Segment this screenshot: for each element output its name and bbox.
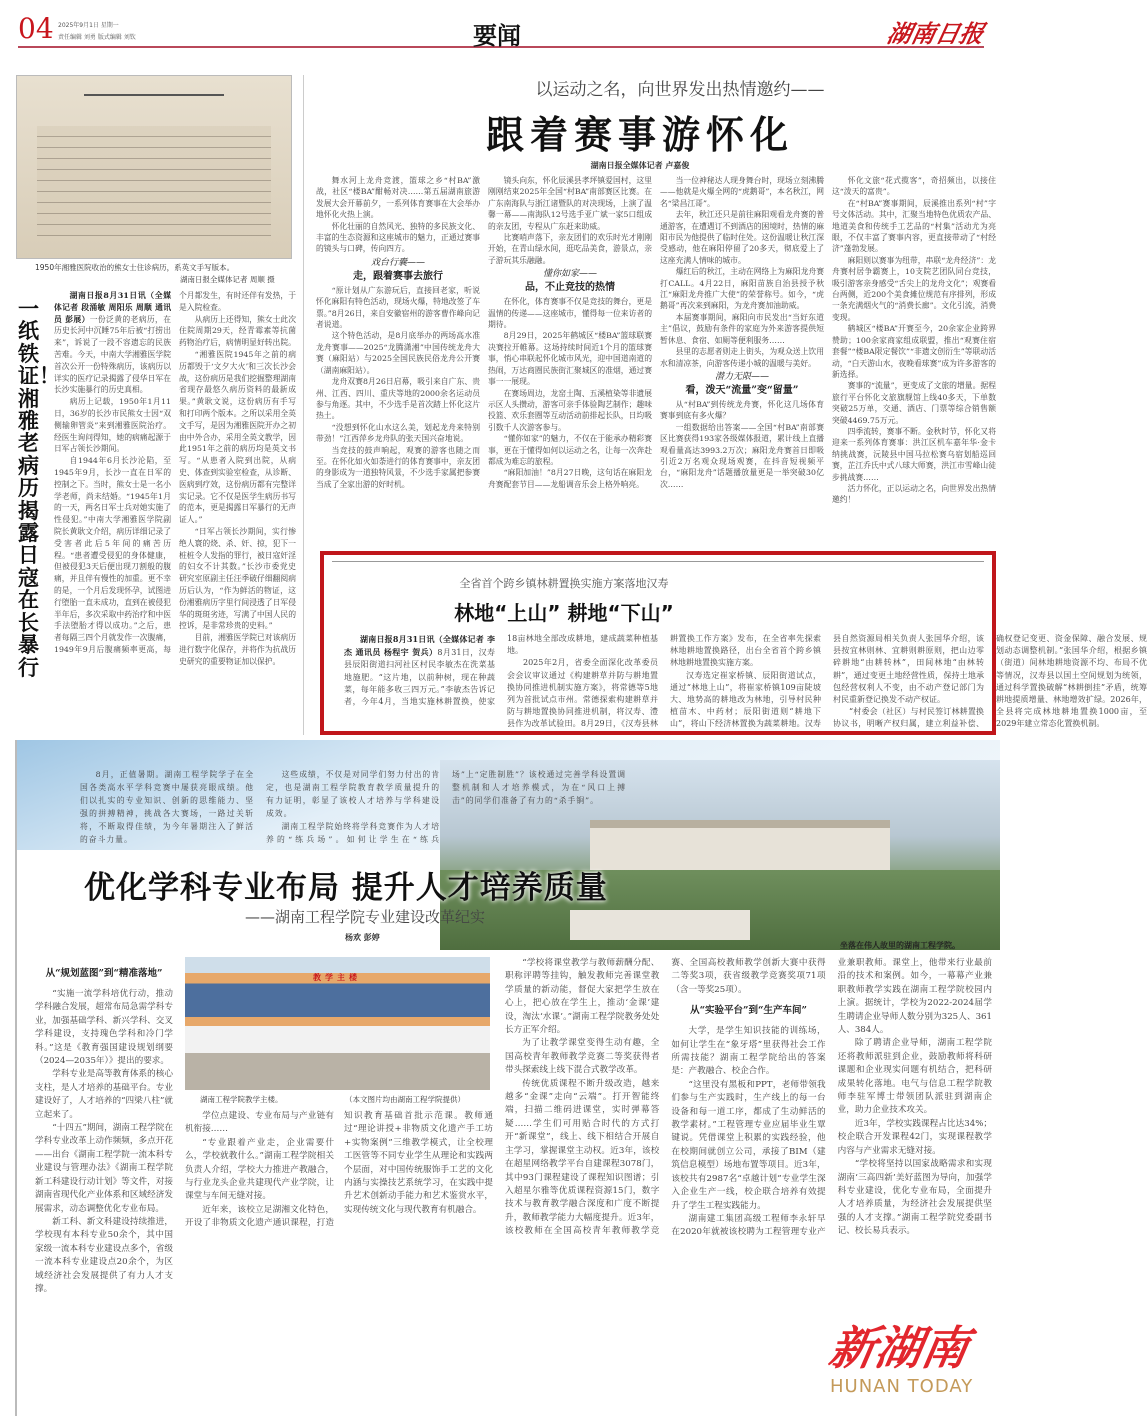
paragraph: 在赛场周边，龙窑土陶、五溪植染等非遗展示区人头攒动，游客可亲手体验陶艺制作；趣味投篮、欢乐套圈等互动活动前排起长队，日均吸引数千人次游客参与。 (488, 388, 652, 432)
building-sign: 教学主楼 (313, 973, 361, 982)
paragraph: “没想到怀化山水这么美，划起龙舟来特别带劲！”江西萍乡龙舟队的张天国兴奋地说。 (316, 422, 480, 444)
paragraph: 四季流转，赛事不断。金秋时节，怀化又将迎来一系列体育赛事：洪江区机车嘉年华·金卡纳挑战赛，沅陵县中国马拉松赛乌宿划船巡回赛，芷江乔氏中式八球大师赛，洪江市雪峰山徒步挑战赛…… (832, 426, 996, 482)
paragraph: 一组数据给出答案——全国“村BA”南部赛区比赛获得193家各级媒体报道，累计线上直播观看量高达3993.2万次；麻阳龙舟赛首日即吸引近2万名观众现场观赛，在抖音短视频平台，“麻阳龙舟”话题播放量更是一举突破30亿次…… (660, 422, 824, 489)
photo-credit: 湖南日报全媒体记者 周顺 摄 (180, 275, 275, 284)
paragraph: 传统优质课程不断升级改造，越来越多“金课”走向“云端”。打开智能终端，扫描二维码进课堂，实时弹幕答疑……学生们可用贴合时代的方式打开“新课堂”，线上、线下相结合开展自主学习，掌握课堂主动权。近3年，该校在超星网络教学平台自建课程3078门，其中93门课程建设了课程知识图谱；引入超星尔雅等优质课程资源15门，数字技术与教育教学融合深度和广度不断提升，教师教学能力大幅度提升。近3年，该校教师在全国高校青年教师教学竞赛、全国高校教师教学创新大赛中获得二等奖3项，获省级教学竞赛奖项71项（含一等奖25项）。 (505, 958, 826, 1237)
feature-headline: 优化学科专业布局 提升人才培养质量 (84, 870, 608, 906)
subhead-platform: 从“实验平台”到“生产车间” (690, 1005, 807, 1017)
photo-caption: 1950年湘雅医院收治的熊女士住诊病历，系英文手写版本。 (35, 263, 235, 272)
paragraph: 本届赛事期间，麻阳向市民发出“当好东道主”倡议，鼓励有条件的家庭为外来游客提供短暂休息、食宿、如厕等便利服务…… (660, 312, 824, 345)
paragraph: 为了让教学课堂变得生动有趣，全国高校青年教师教学竞赛二等奖获得者带头探索线上线下混合式教学改革。 (505, 1038, 660, 1076)
newspaper-logo: 湖南日报 (884, 19, 987, 48)
teaching-building-photo (185, 957, 490, 1090)
xiangya-lead: 湖南日报8月31日讯（全媒体记者 段涌敏 周阳乐 周顺 通讯员 彭展） (54, 291, 171, 324)
paragraph: 2025年2月，省委全面深化改革委员会会议审议通过《构建耕草并防与耕地置换协同推进机制实施方案》，将常德等5地列为首批试点市州。常德探索构建耕草并防与耕地置换协同推进机制，将汉寿、澧县作为改革试验田。8月29日，《汉寿县林耕置换工作方案》发布，在全省率先探索林地耕地置换路径，出台全省首个跨乡镇林地耕地置换实施方案。 (507, 634, 821, 729)
paragraph: 自1944年6月长沙沦陷，至1945年9月，长沙一直在日军的控制之下。当时，熊女士是一名小学老师，尚未结婚。“1945年1月的一天，两名日军士兵对她实施了性侵犯。”中南大学湘雅医学院副院长黄耿文介绍，病历详细记录了受害者此后5年间的痛苦历程。“患者遭受侵犯的身体健康，但被侵犯3天后便出现刀割般的腹痛，并且伴有慢性的加重。更不幸的是，一个月后发现怀孕，试图进行堕胎一直未成功，直到在被侵犯半年后，多次采取中药治疗和中医手法堕胎才得以成功。”之后，患者每隔三四个月就发作一次腹痛，1949年9月后腹痛频率更高，每个月都发生，有时还伴有发热，于是入院检查。 (54, 291, 296, 654)
paragraph: 目前，湘雅医学院已对该病历进行数字化保存，并将作为抗战历史研究的重要物证加以保护。 (179, 633, 296, 666)
date-line: 2025年9月1日 星期一 (58, 22, 119, 29)
huaihua-headline: 跟着赛事游怀化 (485, 113, 794, 157)
paragraph: 舞水河上龙舟竞渡，篮球之乡“村BA”激战，社区“楼BA”酣畅对决……第五届湖南旅游发展大会开幕前夕，一系列体育赛事在大会举办地怀化火热上演。 (316, 176, 480, 220)
paragraph: “十四五”期间，湖南工程学院在学科专业改革上动作频频，多点开花——出台《湖南工程学院一流本科专业建设与管理办法》《湖南工程学院新工科建设行动计划》等文件，对接湖南省现代化产业体系和区域经济发展需求，动态调整优化专业布局。 (35, 1123, 173, 1214)
feature-cols (185, 1110, 493, 1410)
paragraph: 怀化壮丽的自然风光、独特的多民族文化、丰富的生态资源和这座城市的魅力，正通过赛事的镜头与口碑，传向四方。 (316, 221, 480, 254)
paragraph: 8月31日，汉寿县辰阳街道扫河社区村民李敏杰在洗菜基地施肥。“这片地，以前种树，现在种蔬菜，每年能多收三四万元。”李敏杰告诉记者，今年4月，当地实施林耕置换，使家18亩林地全部改成耕地，建成蔬菜种植基地。 (344, 634, 658, 707)
subhead-traffic: 潜力无限—— 看，泼天“流量”变“留量” (685, 371, 799, 396)
watermark-cn: 新湖南 (825, 1321, 973, 1375)
paragraph: 新工科、新文科建设持续推进，学校现有本科专业50余个，其中国家级一流本科专业建设点多个，省级一流本科专业建设点20余个，为区域经济社会发展提供了有力人才支撑。 (35, 1216, 173, 1294)
hanshou-body (344, 633, 1147, 731)
paragraph: 这些成绩，不仅是对同学们努力付出的肯定，也是湖南工程学院教育教学质量提升的有力证明，彰显了该校人才培养与学科建设成效。 (266, 770, 440, 818)
paragraph: 鹤城区“楼BA”开赛至今，20余家企业跨界赞助；100余家商家组成联盟，推出“观赛住宿套餐”“楼BA限定餐饮”“非遗文创衍生”等联动活动，“白天游山水，夜晚看球赛”成为许多游客的新选择。 (832, 324, 996, 379)
paragraph: 8月29日，2025年鹤城区“楼BA”篮球联赛决赛拉开帷幕。这场持续时间近1个月的篮球赛事，悄心串联起怀化城市风光，迎中国道南道的热闹，万达商圈民族街汇聚城区的准烟，通过赛事一一展现。 (488, 331, 652, 387)
hanshou-headline: 林地“上山” 耕地“下山” (454, 601, 674, 625)
paragraph: 麻阳则以赛事为纽带，串联“龙舟经济”：龙舟赛村居争霸赛上，10支院艺团队同台竞技，吸引游客亲身感受“舌尖上的龙舟文化”；观赛看台两侧，近200个美食摊位规范有序排列，形成一条充满烟火气的“消费长廊”。文化引流，消费变现。 (832, 255, 996, 322)
paragraph: 一份泛黄的老病历，在历史长河中沉睡75年后被“打捞出来”，诉说了一段不容遗忘的民族苦难。今天，中南大学湘雅医学院首次公开一份特殊病历，该病历以详实的医疗记录揭露了侵华日军在长沙实施暴行的历史真相。 (54, 314, 171, 395)
box-top-rule (332, 561, 984, 562)
huaihua-byline: 湖南日报全媒体记者 卢嘉俊 (590, 160, 690, 170)
medical-record-photo (16, 75, 292, 259)
paragraph: 近年来，该校立足湖湘文化特色，开设了非物质文化遗产通识课程，打造知识教育基础首批示范课。教师通过“理论讲授+非物质文化遗产手工坊+实物案例”三维教学模式，让全校理工医管等不同专业学生从理论和实践两个层面，对中国传统服饰手工艺的文化内涵与实操技艺系统学习，在实践中提升艺术创新动手能力和艺术鉴赏水平，实现传统文化与现代教育有机融合。 (185, 1111, 493, 1229)
paragraph: 病历上记载，1950年1月11日，36岁的长沙市民熊女士因“双侧输卵管炎”来到湘雅医院治疗。经医生询问得知，她的病痛起源于日军占领长沙期间。 (54, 397, 171, 454)
feature-authors: 杨欢 彭婷 (345, 932, 380, 942)
paragraph: 当竞技的鼓声响起，观赛的游客也随之而至。在怀化如火如荼进行的体育赛事中，亲友团的身影成为一道独特风景，不少选手家属把参赛当成了全家出游的好时机。 (316, 445, 480, 489)
watermark-en: HUNAN TODAY (830, 1376, 974, 1397)
paragraph: 湖南建工集团高级工程师李永轩早在2020年就被该校聘为工程管理专业产业兼职教师。课堂上，他带来行业最前沿的技术和案例。如今，一幕幕产业兼职教师教学实践在湖南工程学院校园内上演。据统计，学校为2022-2024届学生聘请企业导师人数分别为325人、361人、384人。 (671, 958, 992, 1238)
paragraph: 爆红后的秋江，主动在网络上为麻阳龙舟赛打CALL。4月22日，麻阳苗族自治县授予秋江“麻阳龙舟推广大使”的荣誉称号。如今，“虎鹅哥”再次来到麻阳，为龙舟赛加油助威。 (660, 267, 824, 311)
paragraph: “懂你如家”的魅力，不仅在于能承办精彩赛事，更在于懂得如何以运动之名，让每一次奔赴都成为难忘的旅程。 (488, 434, 652, 466)
paragraph: 从病历上还得知，熊女士此次住院周期29天，经青霉素等抗菌药物治疗后，病情明显好转出院。 (179, 314, 296, 348)
hanshou-lead: 湖南日报8月31日讯（全媒体记者 李杰 通讯员 杨程宇 贺兵） (344, 634, 495, 658)
feature-cols-right (505, 957, 992, 1412)
paragraph: “日军占领长沙期间，实行惨绝人寰的烧、杀、奸、掠，犯下一桩桩令人发指的罪行，被日寇奸淫的妇女不计其数。”长沙市委党史研究室原副主任汪季破仔细翻阅病历后认为，“作为鲜活的物证，这份湘雅病历字里行间浸透了日军侵华的斑斑劣迹，写满了中国人民的控诉，是非常珍贵的史料。” (179, 526, 296, 631)
paragraph: 镜头向东，怀化辰溪县孝坪镇爱国村，这里刚刚结束2025年全国“村BA”南部赛区比赛。在广东南海队与浙江诸暨队的对决现场，上演了温馨一幕——南海队12号选手亚广斌一家5口组成的亲友团，专程从广东赶来助威。 (488, 176, 652, 231)
paragraph: “学校将坚持以国家战略需求和实现湖南‘三高四新’美好蓝图为导向，加强学科专业建设，优化专业布局，全面提升人才培养质量，为经济社会发展提供坚强的人才支撑。”湖南工程学院党委副书记、校长易兵表示。 (837, 1159, 992, 1237)
paragraph: “麻阳加油！”8月27日晚，这句话在麻阳龙舟赛配套节目——龙船调音乐会上格外响亮。 (488, 468, 652, 489)
paragraph: “湘雅医院1945年之前的病历都毁于‘文夕大火’和三次长沙会战，这份病历是我们挖掘整理湖南省现存最悠久病历资料的最新成果。”黄耿文说，这份病历有手写和打印两个版本。之所以采用全英文手写，是因为湘雅医院开办之初由中外合办，采用全英文教学，因此1951年之前的病历均是英文书写。“从患者入院到出院，从病史、体查到实验室检查，从诊断、医病到疗效，这份病历都有完整详实记录。它不仅是医学生病历书写的范本，更是揭露日军暴行的无声证人。” (179, 349, 296, 525)
subhead-blueprint: 从“规划蓝图”到“精准落地” (45, 968, 163, 979)
feature-subtitle: ——湖南工程学院专业建设改革纪实 (245, 908, 486, 926)
paragraph: 学科专业是高等教育体系的核心支柱，是人才培养的基础平台。专业建设好了，人才培养的“四梁八柱”就立起来了。 (35, 1069, 173, 1120)
paragraph: 学位点建设、专业布局与产业链有机衔接…… (185, 1111, 334, 1135)
paragraph: 在怀化，体育赛事不仅是竞技的舞台，更是温情的传递——这座城市，懂得每一位来访者的期待。 (488, 297, 652, 330)
paragraph: 这个特色活动，是8月底举办的两场高水准龙舟赛事——2025“龙腾潇湘”中国传统龙舟大赛（麻阳站）与2025全国民族民俗龙舟公开赛（湖南麻阳站）。 (316, 331, 480, 375)
paragraph: 去年，秋江还只是前往麻阳观看龙舟赛的普通游客，在遭遇订不到酒店的困境时，热情的麻阳市民为他提供了临时住处。这份温暖让秋江深受感动，他在麻阳停留了20多天，彻底爱上了这座充满人情味的城市。 (660, 210, 824, 265)
campus-photo-caption: 坐落在伟人故里的湖南工程学院。 (840, 940, 960, 950)
paragraph: 当一位神秘达人现身舞台时，现场立刻沸腾——他就是火爆全网的“虎鹅哥”，本名秋江，网名“梁昌江哥”。 (660, 176, 824, 208)
paragraph: 8月，正值暑期。湖南工程学院学子在全国各类高水平学科竞赛中屡获亮眼成绩。他们以扎实的专业知识、创新的思维能力、坚强的拼搏精神，挑战各大赛场，一路过关斩将，不断取得佳绩，为今年暑期注入了鲜活的奋斗力量。 (80, 770, 254, 844)
paragraph: 大学，是学生知识技能的训练场，如何让学生在“象牙塔”里获得社会工作所需技能？湖南工程学院给出的答案是：产教融合、校企合作。 (671, 1026, 826, 1077)
paragraph: “这里没有黑板和PPT，老师带领我们参与生产实践时，生产线上的每一台设备和每一道工序，都成了生动鲜活的教学素材。”工程管理专业应届毕业生覃键说。凭借课堂上积累的实践经验，他在校期间就创立公司，承接了BIM（建筑信息模型）场地布置等项目。近3年，该校共有2987名“卓越计划”专业学生深入企业生产一线，校企联合培养有效提升了学生工程实践能力。 (671, 1079, 826, 1211)
paragraph: 比赛哨声落下，亲友团们的欢乐时光才刚刚开始，在青山绿水间，逛吃品美食，游景点，亲子游玩其乐融融。 (488, 233, 652, 265)
paragraph: 赛事的“流量”，更变成了文旅的增量。据程旅行平台怀化文旅旗舰馆上线40多天，下单数突破25万单，交通、酒店、门票等综合销售额突破4469.75万元。 (832, 381, 996, 425)
paragraph: 除了聘请企业导师，湖南工程学院还将教师派驻到企业，鼓励教师将科研课题和企业现实问题有机结合，把科研成果转化落地。电气与信息工程学院教师李驻军博士带领团队派驻到湖南企业，助力企业技术攻关。 (837, 1038, 992, 1116)
paragraph: 怀化文旅“花式揽客”，奇招频出，以接住这“泼天的富贵”。 (832, 176, 996, 197)
paragraph: “专业跟着产业走，企业需要什么，学校就教什么。”湖南工程学院相关负责人介绍，学校大力推进产教融合，与行业龙头企业共建现代产业学院，让课堂与车间无缝对接。 (185, 1137, 334, 1202)
paragraph: 从“村BA”到传统龙舟赛，怀化这几场体育赛事到底有多火爆？ (660, 399, 824, 421)
vertical-headline: 一纸铁证！湘雅老病历揭露日寇在长暴行 (18, 297, 60, 680)
feature-col1 (35, 960, 173, 1408)
page-header (18, 12, 987, 50)
paragraph: “原计划从广东游玩后，直接回老家，听说怀化麻阳有特色活动，现场火爆，特地改签了车票。”8月26日，来自安徽宿州的游客曹作峰向记者说道。 (316, 285, 480, 330)
paragraph: 湖南工程学院始终将学科竞赛作为人才培养的“练兵场”。如何让学生在“练兵场”上“定胜制胜”？该校通过完善学科设置调整机制和人才培养模式，为在“风口上搏击”的同学们准备了有力的“杀手锏”。 (266, 770, 626, 844)
huaihua-kicker: 以运动之名，向世界发出热情邀约—— (535, 80, 825, 100)
huaihua-body (316, 175, 996, 549)
page-number: 04 (18, 12, 54, 45)
xiangya-body (54, 290, 296, 735)
paragraph: 活力怀化，正以运动之名，向世界发出热情邀约！ (832, 483, 996, 505)
editors-line: 责任编辑 刘勇 版式编辑 刘钦 (58, 34, 136, 41)
building-caption: 湖南工程学院教学主楼。 (200, 1095, 283, 1104)
hanshou-kicker: 全省首个跨乡镇林耕置换实施方案落地汉寿 (459, 577, 669, 590)
paragraph: 近3年，学校实践课程占比达34%；校企联合开发课程42门，实现课程教学内容与产业需求无缝对接。 (837, 1118, 992, 1156)
subhead-travel: 戏台行囊—— 走，跟着赛事去旅行 (353, 257, 443, 282)
paragraph: “实施一流学科培优行动，推动学科融合发展，超常布局急需学科专业，加强基础学科、新兴学科、交叉学科建设，支持瑰色学科和冷门学科。”这是《教育强国建设规划纲要（2024—2035年）》提出的要求。 (35, 989, 173, 1067)
paragraph: 龙舟双赛8月26日启幕，吸引来自广东、贵州、江西、四川、重庆等地的2000余名运动员参与角逐。其中，不少选手是首次踏上怀化这片热土。 (316, 377, 480, 421)
paragraph: “村委会（社区）与村民签订林耕置换协议书，明晰产权归属，建立利益补偿、确权登记变更、资金保障、融合发展、规划动态调整机制。”张国华介绍，根据乡镇（街道）间林地耕地资源不均、布局不优等情况，汉寿县以国土空间规划为统领，通过科学置换破解“林耕倒挂”矛盾，统筹耕地提质增量、林地增效扩绿。2026年，全县将完成林地耕地置换1000亩，至2029年建立常态化置换机制。 (833, 634, 1147, 729)
photo-credit-note: （本文图片均由湖南工程学院提供） (345, 1095, 465, 1104)
section-title: 要闻 (473, 21, 521, 50)
subhead-home: 懂你如家—— 品，不止竞技的热情 (525, 269, 615, 294)
paragraph: “学校将课堂教学与教师薪酬分配、职称评聘等挂钩，触发教师完善课堂教学质量的新动能，督促大家把学生放在心上，把心放在学生上，推动‘金课’建设，淘汰‘水课’。”湖南工程学院教务处处长方正军介绍。 (505, 958, 660, 1036)
paragraph: 汉寿选定崔家桥镇、辰阳街道试点，通过“林地上山”，将崔家桥镇109亩陡坡大、地势高的耕地改为林地，引导村民种植苗木、中药材；辰阳街道则“耕地下山”，将山下经济林置换为蔬菜耕地。汉寿县自然资源局相关负责人张国华介绍，该县按宜林则林、宜耕则耕原则，把山边零碎耕地“由耕转林”，田间林地“由林转耕”，通过变更土地经营性质，保持土地承包经营权利人不变，由不动产登记部门为村民重新登记换发不动产权证。 (670, 634, 984, 729)
hanshou-box (320, 551, 1147, 735)
column-divider (303, 75, 304, 735)
feature-intro (80, 768, 626, 850)
paragraph: 在“村BA”赛事期间，辰溪推出系列“村”字号文体活动。其中，汇聚当地特色优质农产品、地道美食和传统手工艺品的“村集”活动尤为亮眼，不仅丰富了赛事内容，更直接带动了“村经济”蓬勃发展。 (832, 198, 996, 254)
paragraph: 县里的志愿者则走上街头，为观众送上饮用水和清凉茶，向游客传递小城的温暖与美好。 (660, 347, 824, 368)
